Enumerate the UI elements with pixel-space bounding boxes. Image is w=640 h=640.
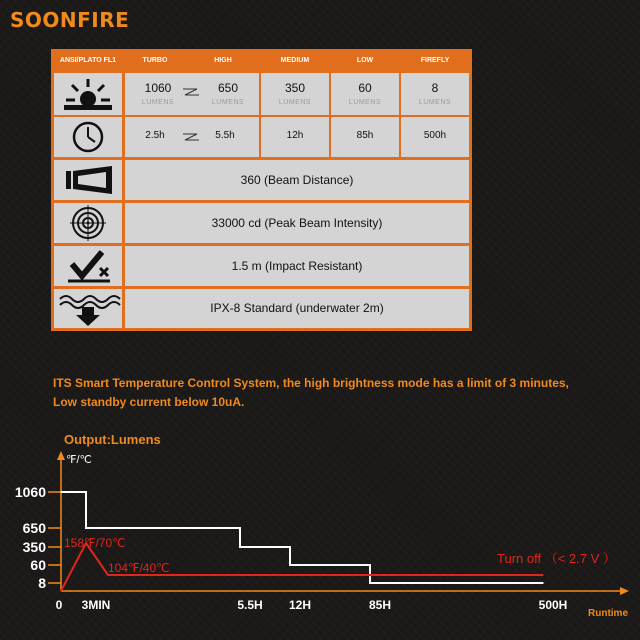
y-axis-arrow [57, 451, 65, 460]
y-tick-label: 8 [38, 575, 46, 591]
temperature-point [542, 574, 544, 576]
lumens-firefly-unit: LUMENS [418, 99, 452, 106]
beam-distance-text: 360 (Beam Distance) [240, 173, 354, 187]
lumens-point [239, 527, 241, 529]
peak-intensity-text: 33000 cd (Peak Beam Intensity) [211, 216, 383, 230]
y-tick-label: 650 [22, 520, 46, 536]
target-icon [54, 203, 122, 243]
lumens-point [60, 491, 62, 493]
runtime-firefly-value: 500h [423, 130, 447, 141]
chart-title: Output:Lumens [64, 432, 161, 447]
peak-intensity-cell [125, 203, 469, 243]
x-tick-label: 500H [538, 598, 568, 612]
beam-icon [54, 160, 122, 200]
y-tick-label: 60 [30, 557, 46, 573]
x-tick-label: 5.5H [237, 598, 263, 612]
step-down-icon [181, 87, 201, 97]
impact-text: 1.5 m (Impact Resistant) [231, 259, 363, 273]
runtime-firefly-cell [401, 117, 469, 157]
runtime-chart [0, 420, 640, 640]
x-tick-label: 0 [55, 598, 63, 612]
lumens-turbo-high-cell [125, 73, 259, 115]
runtime-low-value: 85h [356, 130, 374, 141]
x-tick-label: 3MIN [81, 598, 111, 612]
spec-table [51, 49, 472, 331]
x-axis-arrow [620, 587, 629, 595]
lumens-low-unit: LUMENS [348, 99, 382, 106]
lumens-turbo-unit: LUMENS [141, 99, 175, 106]
beam-icon-cell [54, 160, 122, 200]
temperature-point [60, 590, 62, 592]
runtime-turbo-value: 2.5h [145, 130, 165, 141]
lumens-turbo-value: 1060 [144, 81, 172, 95]
lumens-icon-cell [54, 73, 122, 115]
header-medium: MEDIUM [280, 57, 310, 64]
water-arrow-icon [54, 289, 122, 328]
lumens-point [289, 546, 291, 548]
x-tick-label: 85H [368, 598, 392, 612]
description-line-1: ITS Smart Temperature Control System, the high brightness mode has a limit of 3 minutes, [53, 376, 569, 390]
x-tick-label: 12H [288, 598, 312, 612]
lumens-point [239, 546, 241, 548]
description [53, 374, 613, 412]
lumens-low-cell [331, 73, 399, 115]
chart-ylabel: ℉/℃ [66, 454, 92, 466]
lumens-medium-unit: LUMENS [278, 99, 312, 106]
annotation-turn-off: Turn off （< 2.7 V ） [497, 551, 616, 566]
header-high: HIGH [214, 57, 232, 64]
header-model: ANSI/PLATO FL1 [59, 57, 117, 64]
target-icon-cell [54, 203, 122, 243]
impact-icon [54, 246, 122, 286]
y-tick-label: 350 [22, 539, 46, 555]
lumens-point [85, 527, 87, 529]
runtime-medium-value: 12h [286, 130, 304, 141]
runtime-turbo-high-cell [125, 117, 259, 157]
brand-logo: SOONFIRE [10, 8, 130, 32]
sun-icon [54, 73, 122, 115]
lumens-point [85, 491, 87, 493]
waterproof-cell [125, 289, 469, 328]
lumens-point [369, 582, 371, 584]
annotation-steady-temp: 104℉/40℃ [108, 561, 170, 575]
lumens-medium-value: 350 [284, 81, 306, 95]
description-line-2: Low standby current below 10uA. [53, 395, 245, 409]
lumens-firefly-cell [401, 73, 469, 115]
annotation-peak-temp: 158℉/70℃ [64, 536, 126, 550]
lumens-high-value: 650 [217, 81, 239, 95]
lumens-low-value: 60 [358, 81, 372, 95]
lumens-point [542, 582, 544, 584]
lumens-point [289, 564, 291, 566]
clock-icon [54, 117, 122, 157]
header-turbo: TURBO [142, 57, 168, 64]
lumens-firefly-value: 8 [431, 81, 439, 95]
chart-xlabel: Runtime [588, 608, 628, 619]
runtime-medium-cell [261, 117, 329, 157]
impact-icon-cell [54, 246, 122, 286]
beam-distance-cell [125, 160, 469, 200]
runtime-high-value: 5.5h [215, 130, 235, 141]
water-icon-cell [54, 289, 122, 328]
lumens-medium-cell [261, 73, 329, 115]
runtime-icon-cell [54, 117, 122, 157]
step-down-icon-2 [181, 132, 201, 142]
waterproof-text: IPX-8 Standard (underwater 2m) [210, 301, 384, 315]
lumens-high-unit: LUMENS [211, 99, 245, 106]
lumens-point [369, 564, 371, 566]
header-low: LOW [356, 57, 374, 64]
header-firefly: FIREFLY [420, 57, 450, 64]
runtime-low-cell [331, 117, 399, 157]
y-tick-label: 1060 [14, 484, 46, 500]
impact-cell [125, 246, 469, 286]
